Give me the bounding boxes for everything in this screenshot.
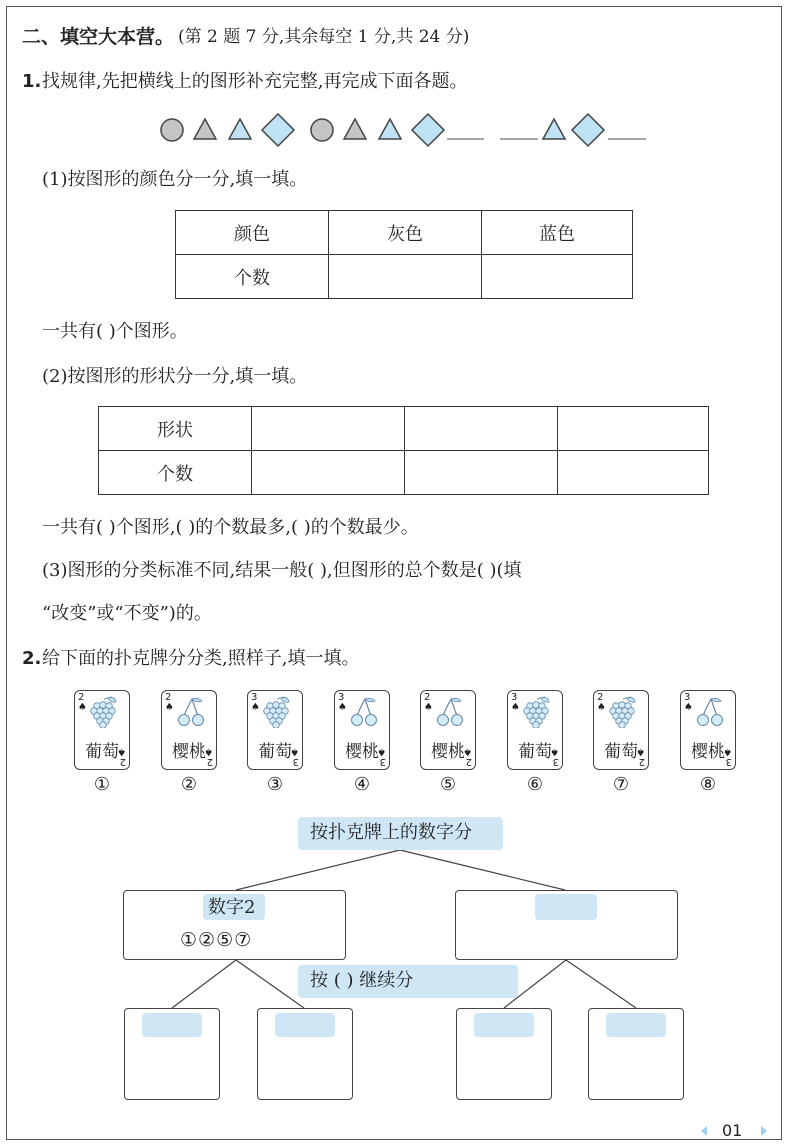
card-index-6: ⑥ [526,774,544,795]
card-index-2: ② [180,774,198,795]
card-index-5: ⑤ [439,774,457,795]
card-number-bottom: 3 ♠ [290,746,299,767]
card-number-bottom: 2 ♠ [204,746,213,767]
root-label: 按扑克牌上的数字分 [310,822,472,843]
card-index-1: ① [93,774,111,795]
leaf-blank-3[interactable] [474,1013,534,1037]
q2-number: 2. [22,648,42,669]
q1-sub3-line2: “改变”或“不变”)的。 [42,603,212,624]
q1-sub2: (2)按图形的形状分一分,填一填。 [42,366,308,387]
leaf-blank-4[interactable] [606,1013,666,1037]
card-number-top: 2 ♠ [78,692,87,713]
section-title: 二、填空大本营。 [22,26,175,48]
page-number: 01 [722,1121,743,1140]
card-fruit-name: 葡萄 [604,742,638,762]
prev-arrow-icon [701,1126,707,1136]
card-fruit-name: 葡萄 [85,742,119,762]
q1-total1: 一共有( )个图形。 [42,321,188,342]
card-number-bottom: 2 ♠ [636,746,645,767]
leaf-blank-1[interactable] [142,1013,202,1037]
card-number-bottom: 2 ♠ [463,746,472,767]
card-fruit-name: 葡萄 [518,742,552,762]
card-number-bottom: 2 ♠ [117,746,126,767]
gray-header: 灰色 [329,211,482,255]
card-number-top: 2 ♠ [597,692,606,713]
card-fruit-name: 樱桃 [691,742,725,762]
card-number-top: 2 ♠ [165,692,174,713]
color-header: 颜色 [176,211,329,255]
card-number-top: 3 ♠ [251,692,260,713]
card-number-bottom: 3 ♠ [550,746,559,767]
blue-header: 蓝色 [482,211,633,255]
q2-prompt: 给下面的扑克牌分分类,照样子,填一填。 [42,648,360,669]
card-fruit-name: 樱桃 [431,742,465,762]
leaf-blank-2[interactable] [275,1013,335,1037]
card-number-top: 3 ♠ [684,692,693,713]
card-index-7: ⑦ [612,774,630,795]
card-number-top: 3 ♠ [511,692,520,713]
q1-prompt: 找规律,先把横线上的图形补充完整,再完成下面各题。 [42,71,468,92]
card-index-4: ④ [353,774,371,795]
q1-sub1: (1)按图形的颜色分一分,填一填。 [42,169,308,190]
shape-count-label: 个数 [99,451,252,495]
next-arrow-icon [761,1126,767,1136]
count-label: 个数 [176,255,329,299]
q1-number: 1. [22,71,42,92]
card-fruit-name: 樱桃 [172,742,206,762]
card-index-8: ⑧ [699,774,717,795]
q1-sub3-line1: (3)图形的分类标准不同,结果一般( ),但图形的总个数是( )(填 [42,560,522,581]
left-group-title: 数字2 [208,897,256,918]
q1-total2: 一共有( )个图形,( )的个数最多,( )的个数最少。 [42,517,419,538]
shape-header: 形状 [99,407,252,451]
card-number-top: 3 ♠ [338,692,347,713]
card-number-bottom: 3 ♠ [723,746,732,767]
right-title-blank[interactable] [535,894,597,920]
card-number-bottom: 3 ♠ [377,746,386,767]
card-fruit-name: 樱桃 [345,742,379,762]
card-number-top: 2 ♠ [424,692,433,713]
card-index-3: ③ [266,774,284,795]
card-fruit-name: 葡萄 [258,742,292,762]
section-note: (第 2 题 7 分,其余每空 1 分,共 24 分) [178,27,470,47]
left-group-items: ①②⑤⑦ [180,929,253,951]
continue-label: 按 ( ) 继续分 [310,970,414,991]
